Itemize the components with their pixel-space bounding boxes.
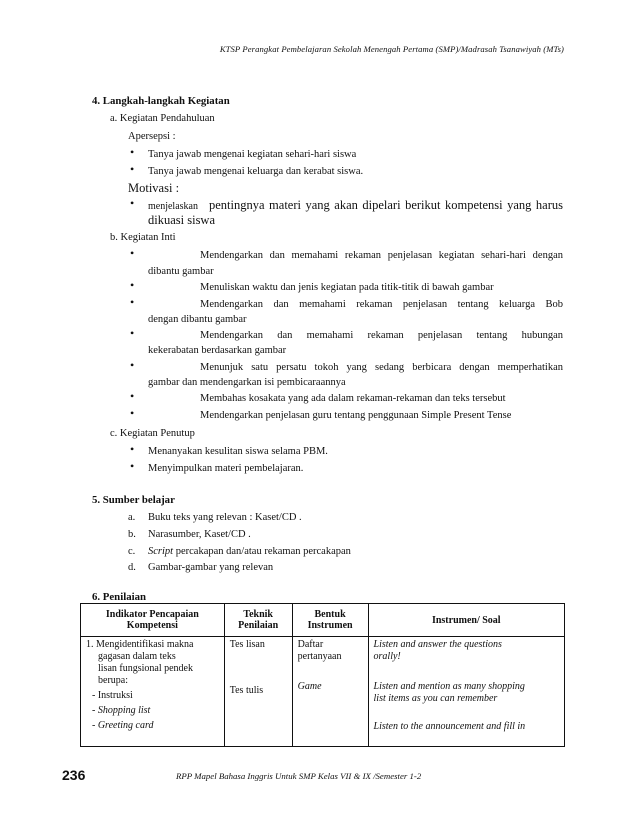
motivasi-small-text: menjelaskan bbox=[148, 201, 198, 212]
running-footer: RPP Mapel Bahasa Inggris Untuk SMP Kelas VII & IX /Semester 1-2 bbox=[176, 771, 422, 781]
sumber-item-text: Narasumber, Kaset/CD . bbox=[148, 529, 251, 540]
sumber-item-text bbox=[148, 546, 351, 557]
sumber-item-text: Buku teks yang relevan : Kaset/CD . bbox=[148, 512, 302, 523]
sumber-item-text: Gambar-gambar yang relevan bbox=[148, 562, 274, 573]
table-header-row bbox=[81, 604, 565, 637]
inti-item-line-1: Mendengarkan dan memahami rekaman penjelasan tentang hubungan bbox=[200, 330, 563, 341]
bullet-icon: • bbox=[130, 442, 135, 456]
section-6-title: 6. Penilaian bbox=[92, 591, 146, 603]
motivasi-line-2: dikuasi siswa bbox=[148, 213, 216, 227]
table-row bbox=[81, 637, 565, 747]
bullet-icon: • bbox=[130, 145, 135, 159]
penilaian-table bbox=[80, 603, 565, 747]
section-4-title: 4. Langkah-langkah Kegiatan bbox=[92, 95, 230, 107]
soal-line: Listen and mention as many shopping bbox=[373, 681, 525, 692]
inti-item-line-1: Mendengarkan dan memahami rekaman penjelasan kegiatan sehari-hari dengan bbox=[200, 250, 563, 261]
cell-teknik bbox=[224, 637, 292, 747]
bullet-icon: • bbox=[130, 196, 135, 210]
sub-b-label: b. Kegiatan Inti bbox=[110, 232, 176, 243]
soal-line: list items as you can remember bbox=[373, 693, 498, 704]
sumber-item-mark: b. bbox=[128, 529, 136, 540]
bentuk-line: pertanyaan bbox=[297, 651, 342, 662]
apersepsi-label: Apersepsi : bbox=[128, 131, 176, 142]
teknik-line: Tes tulis bbox=[229, 685, 264, 696]
page-number: 236 bbox=[62, 767, 86, 783]
cell-indikator bbox=[81, 637, 225, 747]
inti-item-line-1: Membahas kosakata yang ada dalam rekaman-rekaman dan teks tersebut bbox=[200, 393, 506, 404]
cell-soal bbox=[368, 637, 564, 747]
sumber-item-italic: Script bbox=[148, 546, 174, 557]
teknik-line: Tes lisan bbox=[229, 639, 265, 650]
running-header: KTSP Perangkat Pembelajaran Sekolah Menengah Pertama (SMP)/Madrasah Tsanawiyah (MTs) bbox=[219, 44, 564, 54]
bullet-icon: • bbox=[130, 326, 135, 340]
inti-item-line-2: gambar dan mendengarkan isi pembicaraannya bbox=[148, 377, 346, 388]
inti-item-line-2: dibantu gambar bbox=[148, 266, 214, 277]
indikator-line: lisan fungsional pendek bbox=[98, 663, 193, 674]
sub-c-label: c. Kegiatan Penutup bbox=[110, 428, 195, 439]
section-5-title: 5. Sumber belajar bbox=[92, 494, 175, 506]
sumber-item-mark: c. bbox=[128, 546, 136, 557]
penutup-item: Menyimpulkan materi pembelajaran. bbox=[148, 463, 304, 474]
inti-item-line-2: dengan dibantu gambar bbox=[148, 314, 247, 325]
motivasi-label: Motivasi : bbox=[128, 181, 180, 195]
inti-item-line-1: Mendengarkan penjelasan guru tentang penggunaan Simple Present Tense bbox=[200, 410, 512, 421]
bullet-icon: • bbox=[130, 278, 135, 292]
indikator-line: berupa: bbox=[98, 675, 128, 686]
indikator-line: gagasan dalam teks bbox=[98, 651, 176, 662]
indikator-line: - Greeting card bbox=[92, 720, 154, 731]
indikator-line: - Shopping list bbox=[92, 705, 151, 716]
indikator-line: - Instruksi bbox=[92, 690, 133, 701]
bullet-icon: • bbox=[130, 389, 135, 403]
inti-item-line-1: Menunjuk satu persatu tokoh yang sedang berbicara dengan memperhatikan bbox=[200, 362, 563, 373]
apersepsi-item: Tanya jawab mengenai keluarga dan kerabat siswa. bbox=[148, 166, 364, 177]
soal-line: Listen to the announcement and fill in bbox=[373, 721, 526, 732]
soal-line: Listen and answer the questions bbox=[373, 639, 502, 650]
penutup-item: Menanyakan kesulitan siswa selama PBM. bbox=[148, 446, 328, 457]
sub-a-label: a. Kegiatan Pendahuluan bbox=[110, 113, 215, 124]
header-indikator: Indikator Pencapaian Kompetensi bbox=[81, 604, 225, 637]
bullet-icon: • bbox=[130, 246, 135, 260]
header-teknik: Teknik Penilaian bbox=[224, 604, 292, 637]
inti-item-line-2: kekerabatan berdasarkan gambar bbox=[148, 345, 287, 356]
motivasi-line-1: pentingnya materi yang akan dipelari berikut kompetensi yang harus bbox=[209, 198, 563, 212]
apersepsi-item: Tanya jawab mengenai kegiatan sehari-hari siswa bbox=[148, 149, 357, 160]
sumber-item-mark: a. bbox=[128, 512, 136, 523]
bentuk-line: Game bbox=[297, 681, 322, 692]
sumber-item-rest: percakapan dan/atau rekaman percakapan bbox=[173, 546, 351, 557]
bentuk-line: Daftar bbox=[297, 639, 324, 650]
cell-bentuk bbox=[292, 637, 368, 747]
bullet-icon: • bbox=[130, 295, 135, 309]
sumber-item-mark: d. bbox=[128, 562, 136, 573]
header-bentuk: Bentuk Instrumen bbox=[292, 604, 368, 637]
header-soal: Instrumen/ Soal bbox=[368, 604, 564, 637]
bullet-icon: • bbox=[130, 358, 135, 372]
inti-item-line-1: Menuliskan waktu dan jenis kegiatan pada titik-titik di bawah gambar bbox=[200, 282, 494, 293]
bullet-icon: • bbox=[130, 162, 135, 176]
soal-line: orally! bbox=[373, 651, 401, 662]
inti-item-line-1: Mendengarkan dan memahami rekaman penjelasan tentang keluarga Bob bbox=[200, 299, 563, 310]
bullet-icon: • bbox=[130, 406, 135, 420]
indikator-line: 1. Mengidentifikasi makna bbox=[86, 639, 194, 650]
bullet-icon: • bbox=[130, 459, 135, 473]
